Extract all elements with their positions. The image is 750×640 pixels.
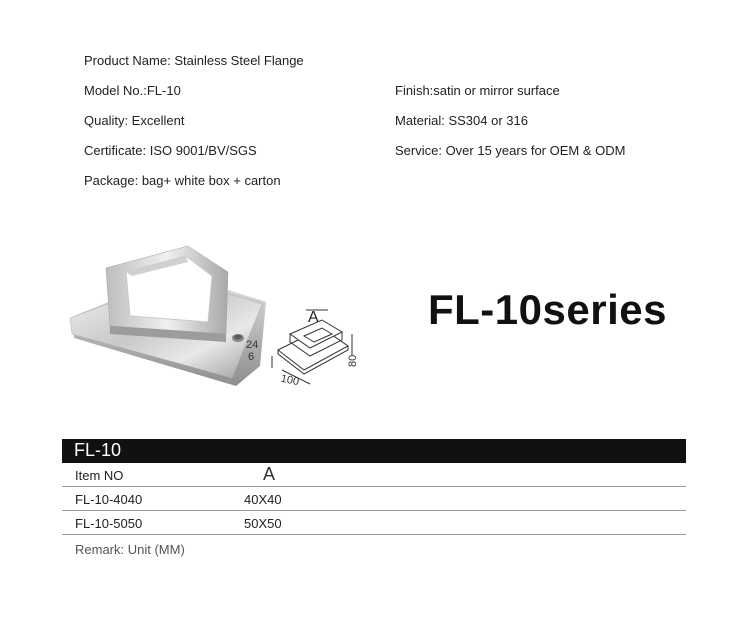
spec-quality: Quality: Excellent	[84, 113, 185, 128]
table-title-bar	[62, 439, 686, 463]
row-size-a: 50X50	[244, 516, 282, 531]
row-item: FL-10-5050	[75, 516, 143, 531]
sketch-dim-width: 80	[347, 354, 359, 367]
spec-package: Package: bag+ white box + carton	[84, 173, 281, 188]
table-row	[62, 487, 686, 511]
flange-photo	[70, 246, 266, 386]
sketch-dim-height-bottom: 6	[248, 351, 255, 363]
spec-product-name: Product Name: Stainless Steel Flange	[84, 53, 304, 68]
row-divider	[62, 534, 686, 535]
table-header-row	[62, 463, 686, 487]
table-title: FL-10	[74, 440, 122, 460]
header-col-a: A	[263, 464, 276, 484]
spec-service: Service: Over 15 years for OEM & ODM	[395, 143, 626, 158]
header-item-no: Item NO	[75, 468, 124, 483]
table-row	[62, 511, 686, 535]
sketch-dim-length: 100	[279, 372, 301, 389]
sketch-dim-height-top: 24	[246, 339, 259, 351]
spec-material: Material: SS304 or 316	[395, 113, 528, 128]
sketch-label-a: A	[308, 309, 319, 326]
spec-certificate: Certificate: ISO 9001/BV/SGS	[84, 143, 257, 158]
row-item: FL-10-4040	[75, 492, 143, 507]
spec-finish: Finish:satin or mirror surface	[395, 83, 560, 98]
remark-note: Remark: Unit (MM)	[75, 542, 185, 557]
row-size-a: 40X40	[244, 492, 282, 507]
series-title: FL-10series	[428, 286, 667, 333]
flange-illustration	[60, 238, 380, 398]
spec-model-no: Model No.:FL-10	[84, 83, 181, 98]
